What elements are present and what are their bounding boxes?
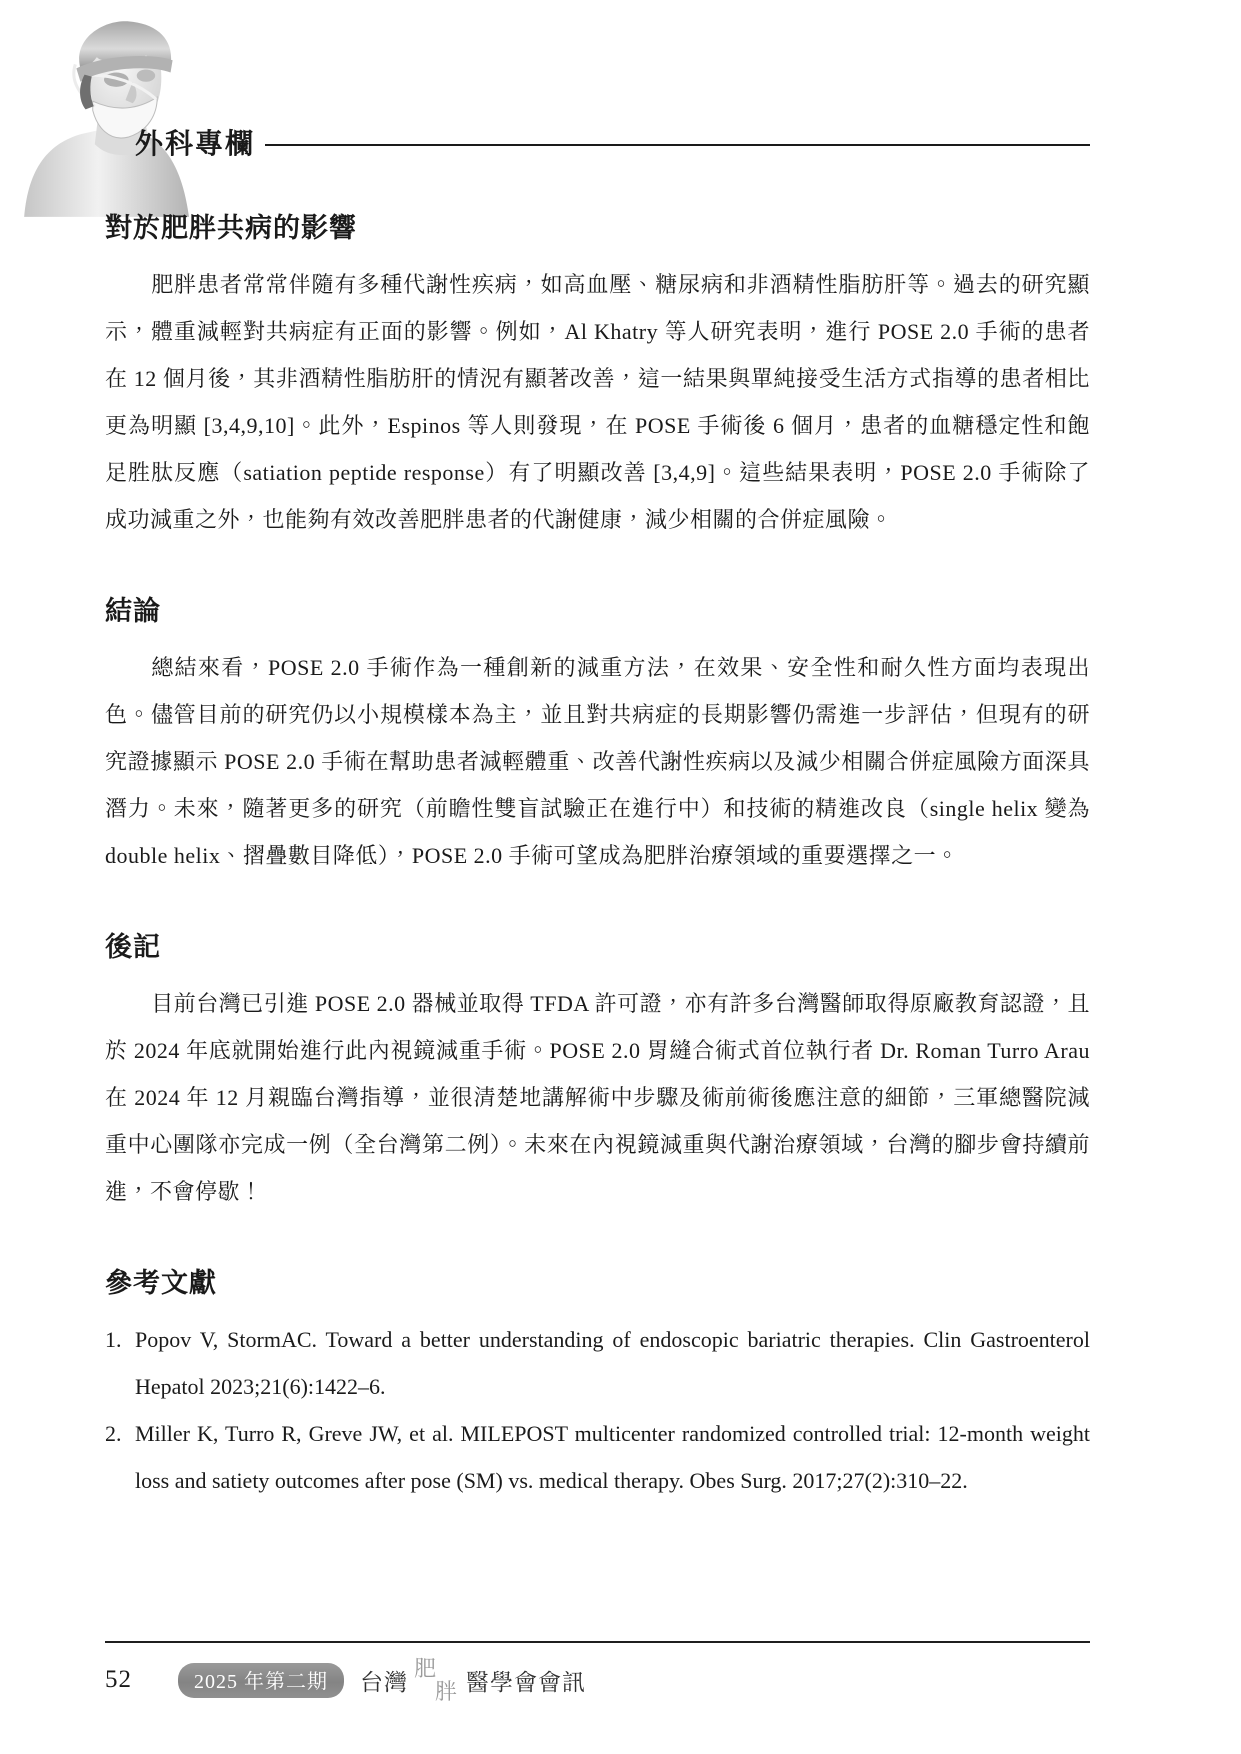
reference-number: 2. <box>105 1421 122 1446</box>
column-header-rule <box>265 144 1090 146</box>
page-number: 52 <box>105 1666 132 1693</box>
section-body-postscript: 目前台灣已引進 POSE 2.0 器械並取得 TFDA 許可證，亦有許多台灣醫師取得原廠教育認證，且於 2024 年底就開始進行此內視鏡減重手術。POSE 2.0 胃縫合術式首位執行者 Dr. Roman Turro Arau 在 2024 年 12 月親臨台灣指導，並很清楚地講解術中步驟及術前術後應注意的細節，三軍總醫院減重中心團隊亦完成一例（全台灣第二例）。未來在內視鏡減重與代謝治療領域，台灣的腳步會持續前進，不會停歇！ <box>105 991 1090 1204</box>
brand-prefix: 台灣 <box>360 1669 408 1695</box>
page-footer <box>105 1641 1090 1704</box>
section-body-conclusion: 總結來看，POSE 2.0 手術作為一種創新的減重方法，在效果、安全性和耐久性方面均表現出色。儘管目前的研究仍以小規模樣本為主，並且對共病症的長期影響仍需進一步評估，但現有的研究證據顯示 POSE 2.0 手術在幫助患者減輕體重、改善代謝性疾病以及減少相關合併症風險方面深具潛力。未來，隨著更多的研究（前瞻性雙盲試驗正在進行中）和技術的精進改良（single helix 變為 double helix、摺疊數目降低），POSE 2.0 手術可望成為肥胖治療領域的重要選擇之一。 <box>105 655 1090 868</box>
page-content <box>105 0 1090 1504</box>
reference-item <box>105 1410 1090 1504</box>
reference-item <box>105 1316 1090 1410</box>
section-heading-postscript: 後記 <box>105 932 161 962</box>
logo-top-char: 肥 <box>414 1656 438 1681</box>
reference-text: Popov V, StormAC. Toward a better understanding of endoscopic bariatric therapies. Clin Gastroenterol Hepatol 2023;21(6):1422–6. <box>135 1327 1090 1399</box>
column-title: 外科專欄 <box>135 128 256 159</box>
reference-number: 1. <box>105 1327 122 1352</box>
footer-rule <box>105 1641 1090 1643</box>
newsletter-brand <box>360 1656 586 1704</box>
section-heading-conclusion: 結論 <box>105 596 161 626</box>
references-heading: 參考文獻 <box>105 1268 217 1298</box>
reference-text: Miller K, Turro R, Greve JW, et al. MILEPOST multicenter randomized controlled trial: 12-month weight loss and satiety outcomes after pose (SM) vs. medical therapy. Obes Surg. 2017;27(2):310–22. <box>135 1421 1090 1493</box>
column-header <box>135 122 1090 162</box>
issue-badge: 2025 年第二期 <box>178 1663 344 1698</box>
section-heading-comorbidity: 對於肥胖共病的影響 <box>105 213 357 243</box>
footer-row <box>105 1656 1090 1704</box>
obesity-logo <box>414 1656 460 1704</box>
logo-bottom-char: 胖 <box>434 1679 458 1704</box>
brand-suffix: 醫學會會訊 <box>466 1669 586 1695</box>
references-list <box>105 1316 1090 1504</box>
section-body-comorbidity: 肥胖患者常常伴隨有多種代謝性疾病，如高血壓、糖尿病和非酒精性脂肪肝等。過去的研究顯示，體重減輕對共病症有正面的影響。例如，Al Khatry 等人研究表明，進行 POSE 2.0 手術的患者在 12 個月後，其非酒精性脂肪肝的情況有顯著改善，這一結果與單純接受生活方式指導的患者相比更為明顯 [3,4,9,10]。此外，Espinos 等人則發現，在 POSE 手術後 6 個月，患者的血糖穩定性和飽足胜肽反應（satiation peptide response）有了明顯改善 [3,4,9]。這些結果表明，POSE 2.0 手術除了成功減重之外，也能夠有效改善肥胖患者的代謝健康，減少相關的合併症風險。 <box>105 272 1090 532</box>
